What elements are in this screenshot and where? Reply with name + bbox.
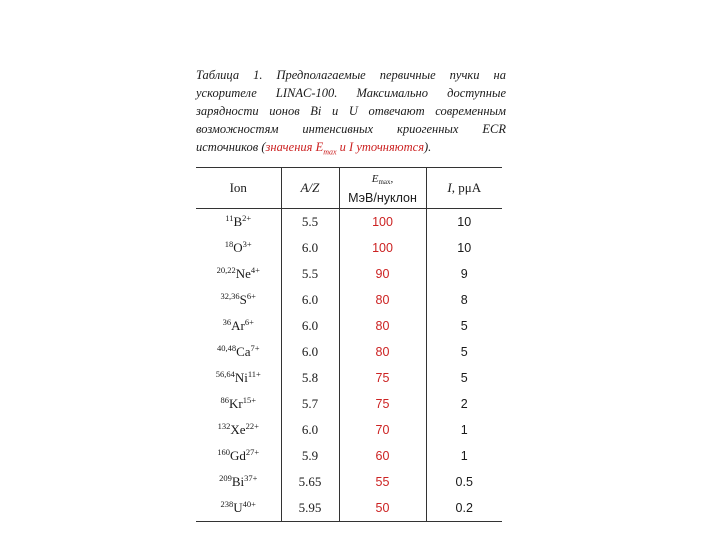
table-row	[196, 417, 502, 443]
ion-element: B	[233, 214, 243, 229]
az-cell: 6.0	[281, 235, 339, 261]
ion-element: Bi	[231, 474, 245, 489]
table-row	[196, 235, 502, 261]
ion-cell	[196, 417, 281, 443]
ion-element: S	[239, 292, 247, 307]
ion-cell	[196, 495, 281, 522]
az-cell: 6.0	[281, 313, 339, 339]
ion-cell	[196, 287, 281, 313]
energy-cell: 60	[339, 443, 426, 469]
ion-mass: 132	[217, 421, 231, 431]
header-ion: Ion	[196, 168, 281, 209]
energy-cell: 70	[339, 417, 426, 443]
table-row	[196, 365, 502, 391]
ion-mass: 36	[222, 317, 232, 327]
ion-mass: 40,48	[216, 343, 237, 353]
az-cell: 5.5	[281, 209, 339, 236]
az-cell: 6.0	[281, 339, 339, 365]
table-header	[196, 168, 502, 209]
ion-charge: 6+	[244, 317, 254, 327]
ion-mass: 209	[219, 473, 232, 483]
ion-charge: 7+	[250, 343, 260, 353]
current-cell: 2	[460, 397, 468, 411]
energy-cell: 90	[339, 261, 426, 287]
caption-tail: ).	[424, 140, 432, 154]
energy-cell: 75	[339, 391, 426, 417]
az-cell: 5.9	[281, 443, 339, 469]
ion-cell	[196, 469, 281, 495]
current-cell: 8	[460, 293, 468, 307]
energy-cell: 50	[339, 495, 426, 522]
current-cell: 5	[460, 319, 468, 333]
caption-highlight: значения $E_{max}$ и I уточняются	[265, 140, 425, 157]
energy-cell: 80	[339, 287, 426, 313]
ion-element: Gd	[230, 448, 246, 463]
ion-cell	[196, 391, 281, 417]
az-cell: 5.7	[281, 391, 339, 417]
ion-cell	[196, 443, 281, 469]
az-cell: 6.0	[281, 417, 339, 443]
header-az: A/Z	[281, 168, 339, 209]
header-energy-unit: МэВ/нуклон	[348, 191, 417, 205]
table-row	[196, 339, 502, 365]
table-caption	[196, 66, 506, 162]
ion-charge: 27+	[245, 447, 260, 457]
energy-cell: 100	[339, 209, 426, 236]
ion-element: Ne	[235, 266, 251, 281]
ion-mass: 56,64	[215, 369, 235, 379]
ion-mass: 11	[225, 213, 234, 223]
table-row	[196, 261, 502, 287]
table-row	[196, 287, 502, 313]
current-cell: 10	[457, 241, 472, 255]
ion-charge: 40+	[242, 499, 256, 509]
ion-charge: 3+	[242, 239, 252, 249]
table-body	[196, 209, 502, 522]
current-cell: 5	[460, 345, 468, 359]
ion-cell	[196, 261, 281, 287]
table-row	[196, 469, 502, 495]
ion-mass: 160	[217, 447, 231, 457]
current-cell: 9	[460, 267, 468, 281]
az-cell: 6.0	[281, 287, 339, 313]
ion-charge: 37+	[244, 473, 258, 483]
ion-charge: 15+	[242, 395, 256, 405]
current-cell: 0.2	[426, 495, 502, 522]
current-cell: 10	[457, 215, 472, 229]
ion-cell	[196, 339, 281, 365]
energy-cell: 80	[339, 339, 426, 365]
energy-cell: 100	[339, 235, 426, 261]
ion-charge: 4+	[250, 265, 260, 275]
ion-cell	[196, 365, 281, 391]
table-row	[196, 209, 502, 236]
ion-charge: 2+	[242, 213, 252, 223]
table-row	[196, 443, 502, 469]
ion-element: Ar	[231, 318, 245, 333]
ion-element: Kr	[228, 396, 243, 411]
ion-cell	[196, 313, 281, 339]
ion-mass: 20,22	[216, 265, 236, 275]
ion-mass: 18	[224, 239, 234, 249]
ion-element: Xe	[230, 422, 246, 437]
header-current: I, pμA	[426, 168, 502, 209]
az-cell: 5.65	[281, 469, 339, 495]
ion-charge: 22+	[245, 421, 259, 431]
beams-table	[196, 167, 502, 522]
ion-element: U	[233, 500, 243, 515]
current-cell: 1	[460, 449, 468, 463]
ion-charge: 6+	[246, 291, 256, 301]
energy-cell: 75	[339, 365, 426, 391]
table-row	[196, 391, 502, 417]
ion-mass: 86	[220, 395, 229, 405]
ion-element: O	[233, 240, 243, 255]
table-row	[196, 495, 502, 522]
az-cell: 5.5	[281, 261, 339, 287]
ion-element: Ca	[236, 344, 251, 359]
header-energy: $E_{max}$, МэВ/нуклон	[339, 168, 426, 209]
ion-mass: 238	[220, 499, 234, 509]
az-cell: 5.95	[281, 495, 339, 522]
ion-cell	[196, 235, 281, 261]
caption-lead: Таблица 1. Предполагаемые первичные пучки на ускорителе LINAC-100. Максимально доступные зарядности ионов Bi и U отвечают современным возможностям интенсивных криогенных ECR источников (	[196, 68, 506, 154]
energy-cell: 80	[339, 313, 426, 339]
current-cell: 5	[460, 371, 468, 385]
current-cell: 1	[460, 423, 468, 437]
ion-element: Ni	[234, 370, 248, 385]
current-cell: 0.5	[455, 475, 473, 489]
ion-cell	[196, 209, 281, 236]
table-row	[196, 313, 502, 339]
ion-mass: 32,36	[220, 291, 240, 301]
az-cell: 5.8	[281, 365, 339, 391]
ion-charge: 11+	[247, 369, 261, 379]
energy-cell: 55	[339, 469, 426, 495]
